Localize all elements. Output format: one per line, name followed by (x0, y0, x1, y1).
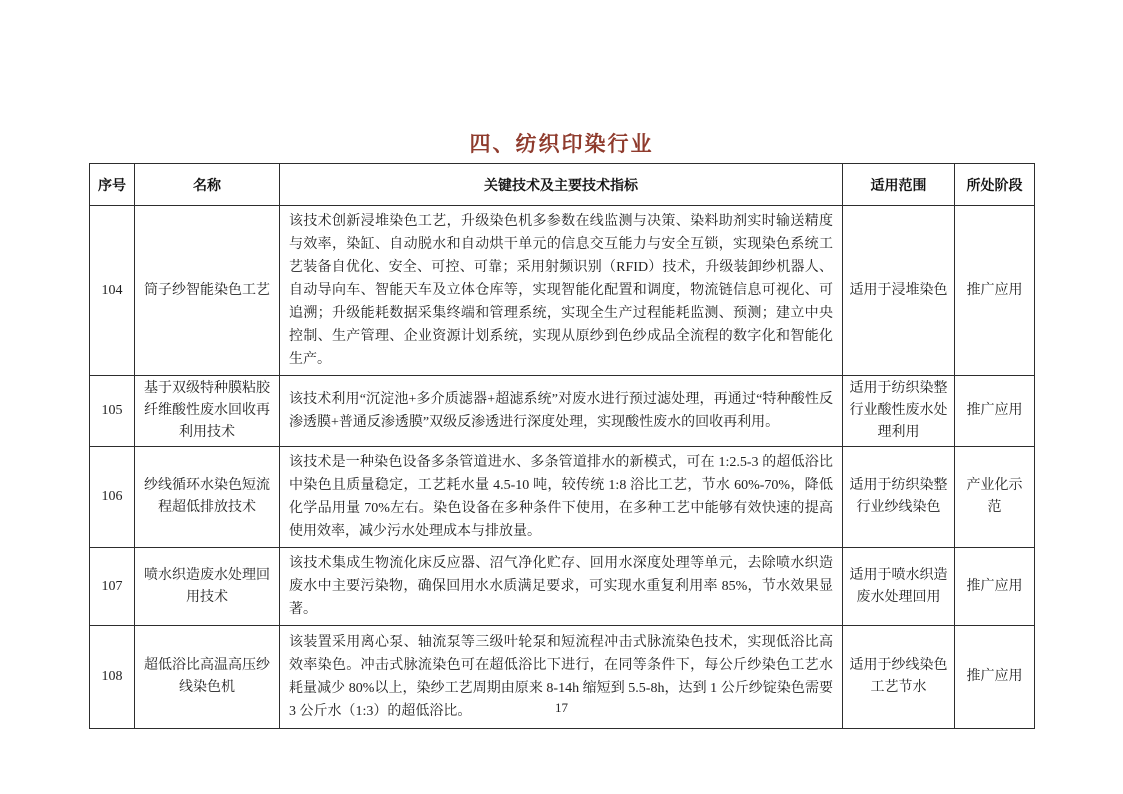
cell-stage: 推广应用 (955, 206, 1035, 376)
cell-key-tech-description: 该技术利用“沉淀池+多介质滤器+超滤系统”对废水进行预过滤处理，再通过“特种酸性反渗透膜+普通反渗透膜”双级反渗透进行深度处理，实现酸性废水的回收再利用。 (280, 376, 843, 447)
column-header-stage: 所处阶段 (955, 164, 1035, 206)
cell-serial-number: 104 (90, 206, 135, 376)
cell-applicable-scope: 适用于纺织染整行业酸性废水处理利用 (843, 376, 955, 447)
cell-applicable-scope: 适用于纺织染整行业纱线染色 (843, 447, 955, 548)
page-number: 17 (555, 700, 568, 715)
table-row (90, 376, 1035, 447)
cell-serial-number: 108 (90, 626, 135, 729)
cell-stage: 推广应用 (955, 626, 1035, 729)
cell-stage: 推广应用 (955, 548, 1035, 626)
cell-key-tech-description: 该技术是一种染色设备多条管道进水、多条管道排水的新模式，可在 1:2.5-3 的超低浴比中染色且质量稳定，工艺耗水量 4.5-10 吨，较传统 1:8 浴比工艺，节水 60%-70%，降低化学品用量 70%左右。染色设备在多种条件下使用，在多种工艺中能够有效快速的提高使用效率，减少污水处理成本与排放量。 (280, 447, 843, 548)
cell-stage: 产业化示范 (955, 447, 1035, 548)
page-title: 四、纺织印染行业 (469, 133, 654, 156)
header-row (90, 164, 1035, 206)
cell-applicable-scope: 适用于纱线染色工艺节水 (843, 626, 955, 729)
table-row (90, 447, 1035, 548)
cell-stage: 推广应用 (955, 376, 1035, 447)
cell-technology-name: 纱线循环水染色短流程超低排放技术 (135, 447, 280, 548)
cell-key-tech-description: 该技术集成生物流化床反应器、沼气净化贮存、回用水深度处理等单元，去除喷水织造废水中主要污染物，确保回用水水质满足要求，可实现水重复利用率 85%，节水效果显著。 (280, 548, 843, 626)
cell-serial-number: 106 (90, 447, 135, 548)
table-row (90, 206, 1035, 376)
column-header-name: 名称 (135, 164, 280, 206)
cell-key-tech-description: 该装置采用离心泵、轴流泵等三级叶轮泵和短流程冲击式脉流染色技术，实现低浴比高效率染色。冲击式脉流染色可在超低浴比下进行，在同等条件下，每公斤纱染色工艺水耗量减少 80%以上，染纱工艺周期由原来 8-14h 缩短到 5.5-8h，达到 1 公斤纱锭染色需要 3 公斤水（1:3）的超低浴比。 (280, 626, 843, 729)
cell-applicable-scope: 适用于浸堆染色 (843, 206, 955, 376)
cell-technology-name: 喷水织造废水处理回用技术 (135, 548, 280, 626)
cell-technology-name: 筒子纱智能染色工艺 (135, 206, 280, 376)
cell-serial-number: 107 (90, 548, 135, 626)
table-body (90, 206, 1035, 729)
column-header-serial: 序号 (90, 164, 135, 206)
technology-table (89, 163, 1035, 729)
cell-serial-number: 105 (90, 376, 135, 447)
cell-applicable-scope: 适用于喷水织造废水处理回用 (843, 548, 955, 626)
column-header-key-tech: 关键技术及主要技术指标 (280, 164, 843, 206)
table-row (90, 548, 1035, 626)
cell-technology-name: 基于双级特种膜粘胶纤维酸性废水回收再利用技术 (135, 376, 280, 447)
cell-technology-name: 超低浴比高温高压纱线染色机 (135, 626, 280, 729)
column-header-scope: 适用范围 (843, 164, 955, 206)
cell-key-tech-description: 该技术创新浸堆染色工艺，升级染色机多参数在线监测与决策、染料助剂实时输送精度与效率，染缸、自动脱水和自动烘干单元的信息交互能力与安全互锁，实现染色系统工艺装备自优化、安全、可控、可靠；采用射频识别（RFID）技术，升级装卸纱机器人、自动导向车、智能天车及立体仓库等，实现智能化配置和调度，物流链信息可视化、可追溯；升级能耗数据采集终端和管理系统，实现全生产过程能耗监测、预测；建立中央控制、生产管理、企业资源计划系统，实现从原纱到色纱成品全流程的数字化和智能化生产。 (280, 206, 843, 376)
